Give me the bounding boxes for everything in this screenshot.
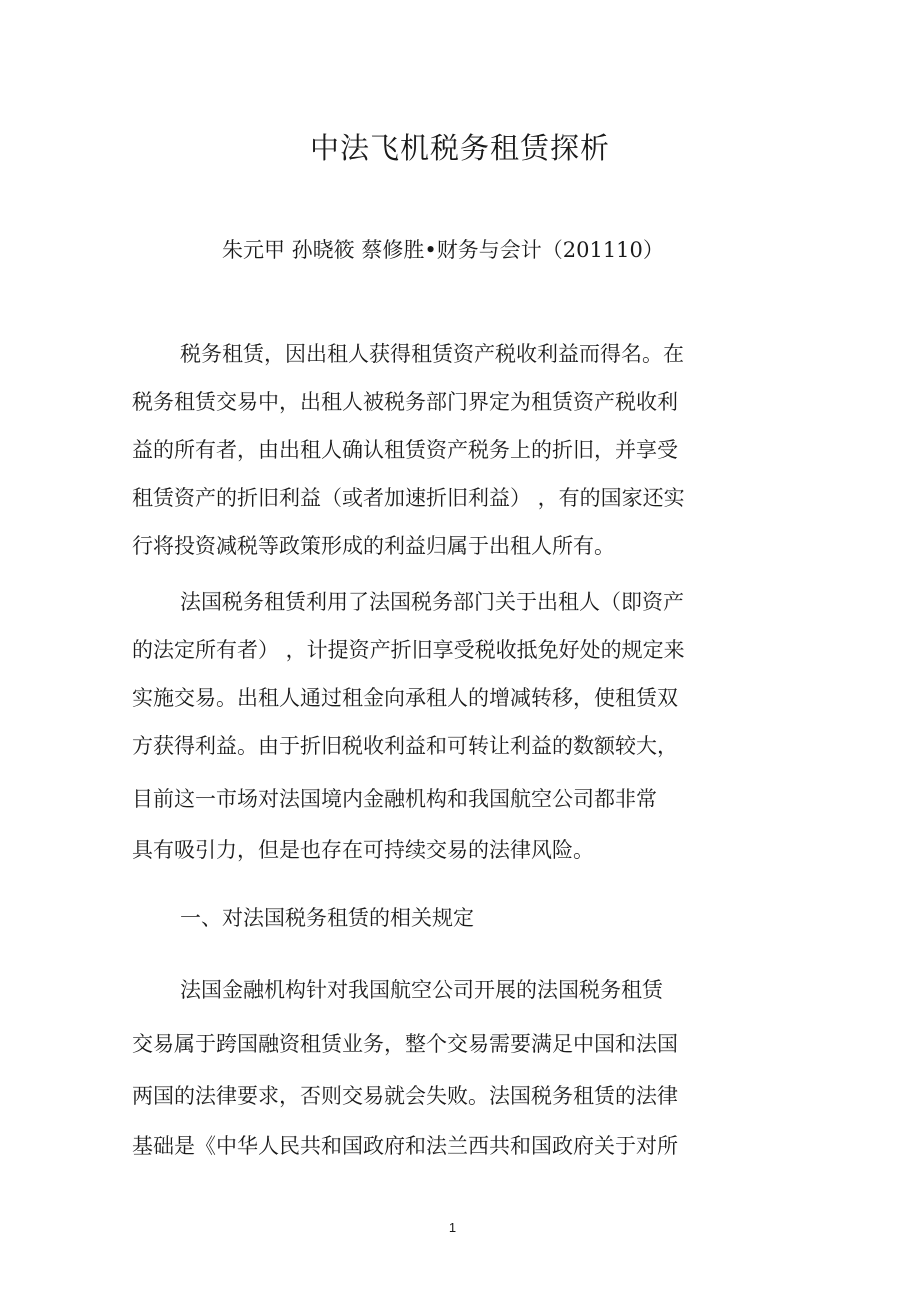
paragraph-3-line-4: 基础是《中华人民共和国政府和法兰西共和国政府关于对所 — [132, 1134, 678, 1158]
document-title: 中法飞机税务租赁探析 — [309, 131, 610, 165]
document-byline: 朱元甲 孙晓筱 蔡修胜•财务与会计（201110） — [222, 238, 664, 262]
paragraph-2-line-5: 目前这一市场对法国境内金融机构和我国航空公司都非常 — [132, 787, 657, 811]
paragraph-1-line-1: 税务租赁，因出租人获得租赁资产税收利益而得名。在 — [180, 342, 684, 366]
paragraph-3-line-3: 两国的法律要求，否则交易就会失败。法国税务租赁的法律 — [132, 1084, 678, 1108]
paragraph-1-line-3: 益的所有者，由出租人确认租赁资产税务上的折旧，并享受 — [132, 438, 678, 462]
paragraph-2-line-6: 具有吸引力，但是也存在可持续交易的法律风险。 — [132, 838, 594, 862]
paragraph-2-line-2: 的法定所有者） ，计提资产折旧享受税收抵免好处的规定来 — [132, 638, 685, 662]
paragraph-3-line-2: 交易属于跨国融资租赁业务，整个交易需要满足中国和法国 — [132, 1032, 678, 1056]
paragraph-2-line-1: 法国税务租赁利用了法国税务部门关于出租人（即资产 — [180, 590, 684, 614]
paragraph-1-line-2: 税务租赁交易中，出租人被税务部门界定为租赁资产税收利 — [132, 390, 678, 414]
page-number: 1 — [448, 1220, 457, 1235]
section-heading: 一、对法国税务租赁的相关规定 — [180, 906, 474, 930]
paragraph-1-line-4: 租赁资产的折旧利益（或者加速折旧利益） ，有的国家还实 — [132, 486, 685, 510]
paragraph-2-line-3: 实施交易。出租人通过租金向承租人的增减转移，使租赁双 — [132, 686, 678, 710]
paragraph-2-line-4: 方获得利益。由于折旧税收利益和可转让利益的数额较大， — [132, 734, 678, 758]
paragraph-1-line-5: 行将投资减税等政策形成的利益归属于出租人所有。 — [132, 534, 615, 558]
paragraph-3-line-1: 法国金融机构针对我国航空公司开展的法国税务租赁 — [180, 978, 663, 1002]
